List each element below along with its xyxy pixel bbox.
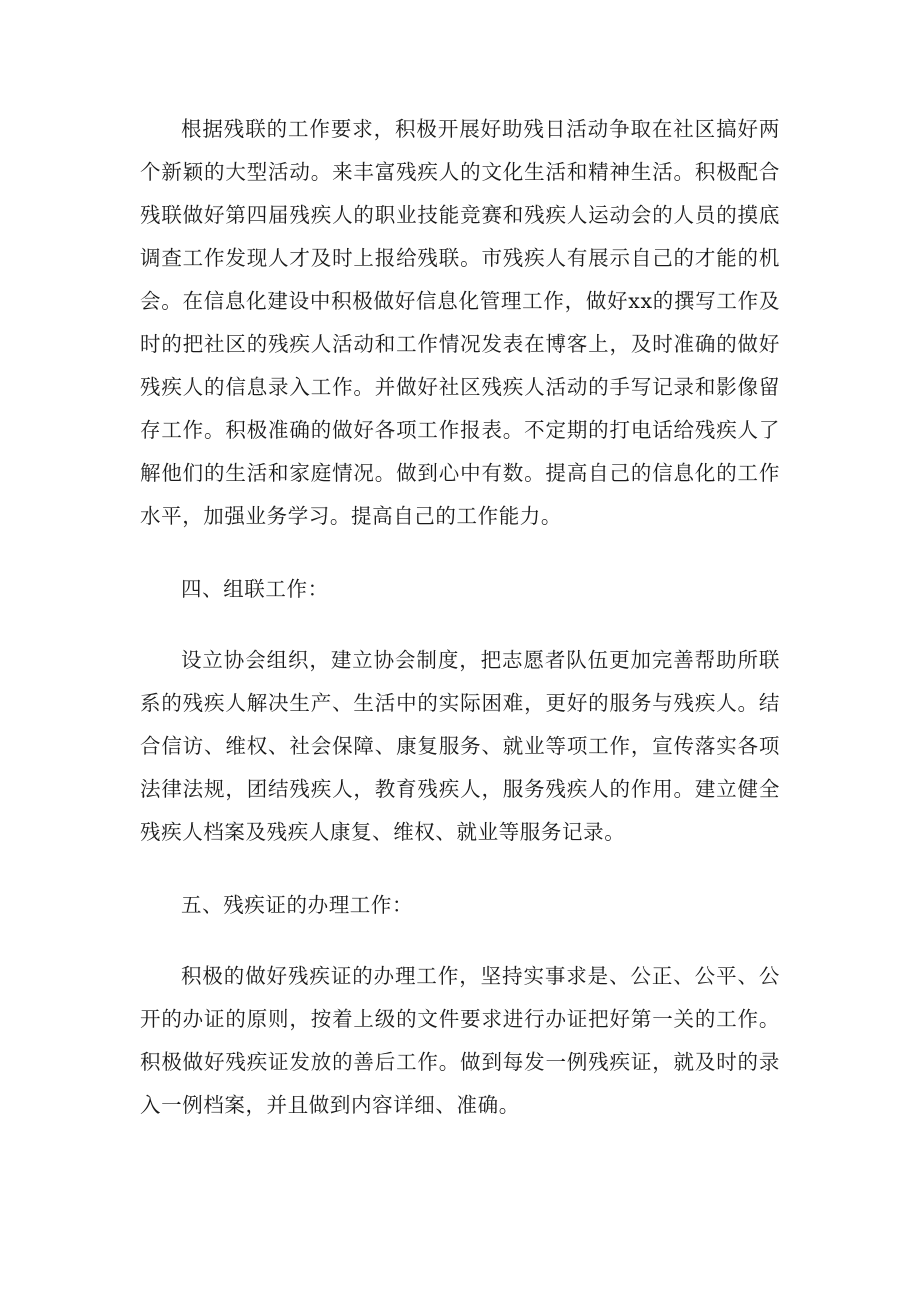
section-heading-disability-certificate: 五、残疾证的办理工作： <box>181 893 414 917</box>
document-body <box>140 108 780 1127</box>
section-heading-organization-work: 四、组联工作： <box>181 577 329 601</box>
paragraph-disability-day-activities: 根据残联的工作要求，积极开展好助残日活动争取在社区搞好两个新颖的大型活动。来丰富残疾人的文化生活和精神生活。积极配合残联做好第四届残疾人的职业技能竞赛和残疾人运动会的人员的摸底调查工作发现人才及时上报给残联。市残疾人有展示自己的才能的机会。在信息化建设中积极做好信息化管理工作，做好xx的撰写工作及时的把社区的残疾人活动和工作情况发表在博客上，及时准确的做好残疾人的信息录入工作。并做好社区残疾人活动的手写记录和影像留存工作。积极准确的做好各项工作报表。不定期的打电话给残疾人了解他们的生活和家庭情况。做到心中有数。提高自己的信息化的工作水平，加强业务学习。提高自己的工作能力。 <box>140 117 780 528</box>
paragraph-certificate-processing: 积极的做好残疾证的办理工作，坚持实事求是、公正、公平、公开的办证的原则，按着上级的文件要求进行办证把好第一关的工作。积极做好残疾证发放的善后工作。做到每发一例残疾证，就及时的录入一例档案，并且做到内容详细、准确。 <box>140 964 780 1117</box>
paragraph-association-organization: 设立协会组织，建立协会制度，把志愿者队伍更加完善帮助所联系的残疾人解决生产、生活中的实际困难，更好的服务与残疾人。结合信访、维权、社会保障、康复服务、就业等项工作，宣传落实各项法律法规，团结残疾人，教育残疾人，服务残疾人的作用。建立健全残疾人档案及残疾人康复、维权、就业等服务记录。 <box>140 648 780 844</box>
